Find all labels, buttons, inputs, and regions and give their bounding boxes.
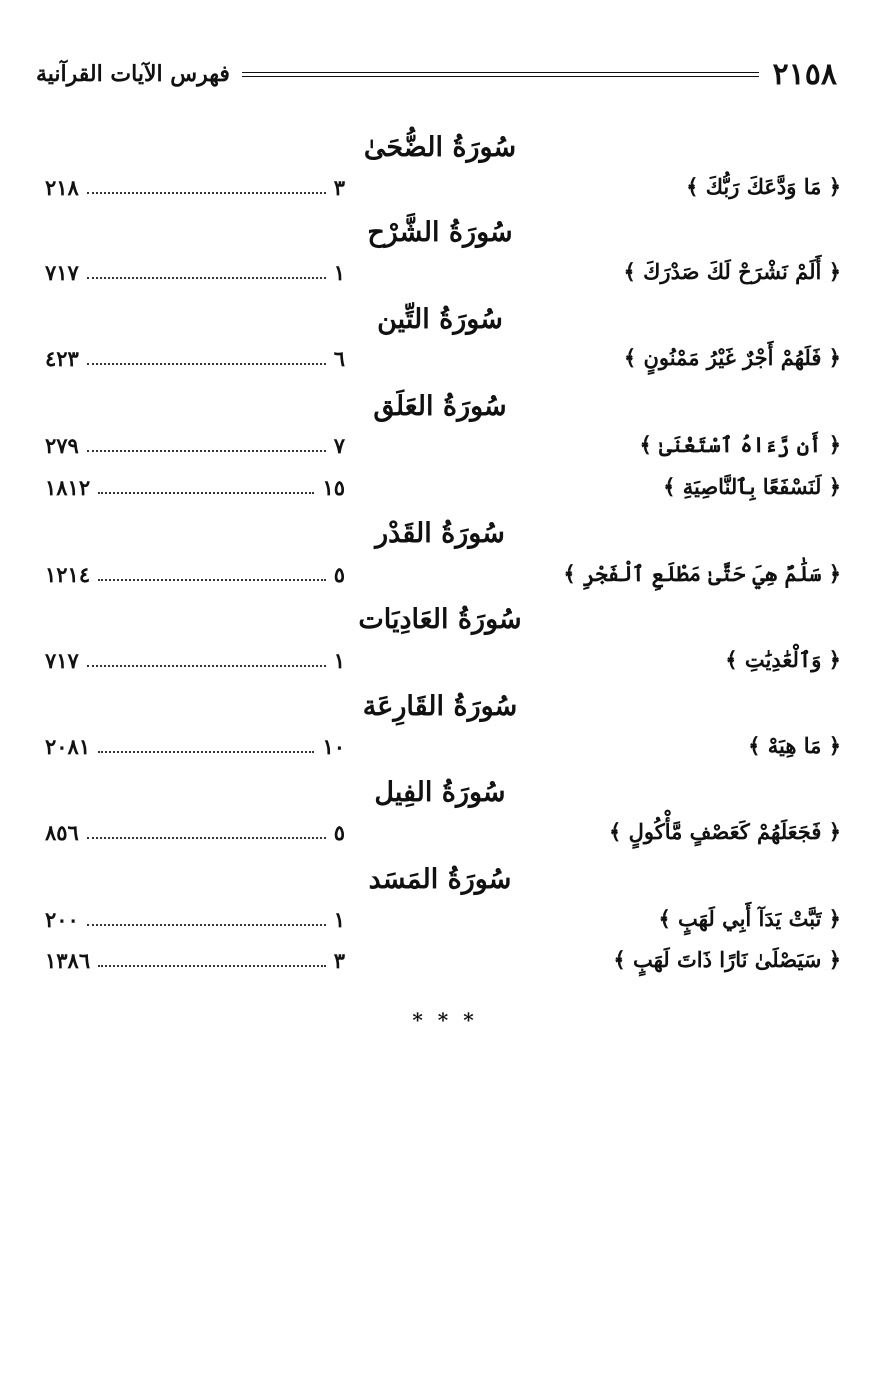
page-header <box>36 52 837 96</box>
surah-title: سُورَةُ العَادِيَات <box>358 604 522 635</box>
page-reference: ٧١٧ <box>45 259 79 285</box>
index-entry <box>0 643 891 677</box>
page-reference: ٢٠٠ <box>45 906 79 932</box>
verse-reference <box>45 557 345 591</box>
ayah-number: ١ <box>333 906 345 932</box>
end-ornament: * * * <box>412 1008 478 1032</box>
index-entry <box>0 341 891 375</box>
verse-text: ﴿ سَيَصْلَىٰ نَارًا ذَاتَ لَهَبٍ ﴾ <box>613 947 841 972</box>
ayah-number: ١٥ <box>322 474 345 500</box>
verse-text: ﴿ مَا وَدَّعَكَ رَبُّكَ ﴾ <box>686 174 841 199</box>
page-reference: ١٢١٤ <box>45 561 91 587</box>
verse-text: ﴿ وَٱلْعَٰدِيَٰتِ ﴾ <box>725 647 841 672</box>
dot-leader <box>87 363 326 365</box>
ayah-number: ٥ <box>333 561 345 587</box>
dot-leader <box>87 277 326 279</box>
surah-title: سُورَةُ التِّين <box>377 304 503 335</box>
verse-reference <box>45 815 345 849</box>
surah-title: سُورَةُ المَسَد <box>368 864 512 895</box>
dot-leader <box>87 450 326 452</box>
header-rule <box>242 72 759 77</box>
page-reference: ٢٠٨١ <box>45 733 91 759</box>
verse-text: ﴿ فَلَهُمْ أَجْرٌ غَيْرُ مَمْنُونٍ ﴾ <box>623 345 841 370</box>
verse-text: ﴿ لَنَسْفَعًا بِٱلنَّاصِيَةِ ﴾ <box>663 474 841 499</box>
index-entry <box>0 557 891 591</box>
page-reference: ١٣٨٦ <box>45 947 91 973</box>
surah-title: سُورَةُ الضُّحَىٰ <box>363 132 517 163</box>
verse-reference <box>45 255 345 289</box>
ayah-number: ١ <box>333 647 345 673</box>
page-number: ٢١٥٨ <box>772 56 837 92</box>
index-entry <box>0 902 891 936</box>
page-reference: ٨٥٦ <box>45 819 79 845</box>
dot-leader <box>87 924 326 926</box>
dot-leader <box>98 579 326 581</box>
page-reference: ٤٢٣ <box>45 345 79 371</box>
index-entry <box>0 255 891 289</box>
verse-text: ﴿ أَن رَّءَاهُ ٱسْتَغْنَىٰ ﴾ <box>639 432 841 457</box>
page-reference: ٢٧٩ <box>45 432 79 458</box>
surah-title: سُورَةُ القَدْر <box>375 518 505 549</box>
verse-reference <box>45 341 345 375</box>
verse-reference <box>45 170 345 204</box>
dot-leader <box>87 665 326 667</box>
page-reference: ٧١٧ <box>45 647 79 673</box>
dot-leader <box>87 837 326 839</box>
verse-reference <box>45 643 345 677</box>
ayah-number: ٣ <box>333 947 345 973</box>
index-entry <box>0 170 891 204</box>
surah-title: سُورَةُ القَارِعَة <box>362 691 518 722</box>
verse-reference <box>45 943 345 977</box>
index-entry <box>0 943 891 977</box>
verse-text: ﴿ تَبَّتْ يَدَآ أَبِي لَهَبٍ ﴾ <box>658 906 841 931</box>
ayah-number: ١٠ <box>322 733 345 759</box>
index-entry <box>0 470 891 504</box>
header-title: فهرس الآيات القرآنية <box>36 61 230 87</box>
verse-reference <box>45 470 345 504</box>
ayah-number: ٦ <box>333 345 345 371</box>
surah-title: سُورَةُ الفِيل <box>374 777 506 808</box>
dot-leader <box>98 965 326 967</box>
page-reference: ٢١٨ <box>45 174 79 200</box>
ayah-number: ٣ <box>333 174 345 200</box>
ayah-number: ٥ <box>333 819 345 845</box>
dot-leader <box>98 751 314 753</box>
ayah-number: ١ <box>333 259 345 285</box>
page-reference: ١٨١٢ <box>45 474 91 500</box>
index-entry <box>0 815 891 849</box>
index-entry <box>0 729 891 763</box>
dot-leader <box>87 192 326 194</box>
dot-leader <box>98 492 314 494</box>
index-entry <box>0 428 891 462</box>
surah-title: سُورَةُ العَلَق <box>373 391 507 422</box>
verse-text: ﴿ أَلَمْ نَشْرَحْ لَكَ صَدْرَكَ ﴾ <box>623 259 841 284</box>
surah-title: سُورَةُ الشَّرْح <box>367 217 513 248</box>
verse-reference <box>45 729 345 763</box>
ayah-number: ٧ <box>333 432 345 458</box>
verse-text: ﴿ فَجَعَلَهُمْ كَعَصْفٍ مَّأْكُولٍ ﴾ <box>608 819 841 844</box>
verse-reference <box>45 428 345 462</box>
verse-text: ﴿ سَلَٰمٌ هِيَ حَتَّىٰ مَطْلَعِ ٱلْفَجْرِ ﴾ <box>563 561 841 586</box>
verse-reference <box>45 902 345 936</box>
verse-text: ﴿ مَا هِيَهْ ﴾ <box>748 733 841 758</box>
